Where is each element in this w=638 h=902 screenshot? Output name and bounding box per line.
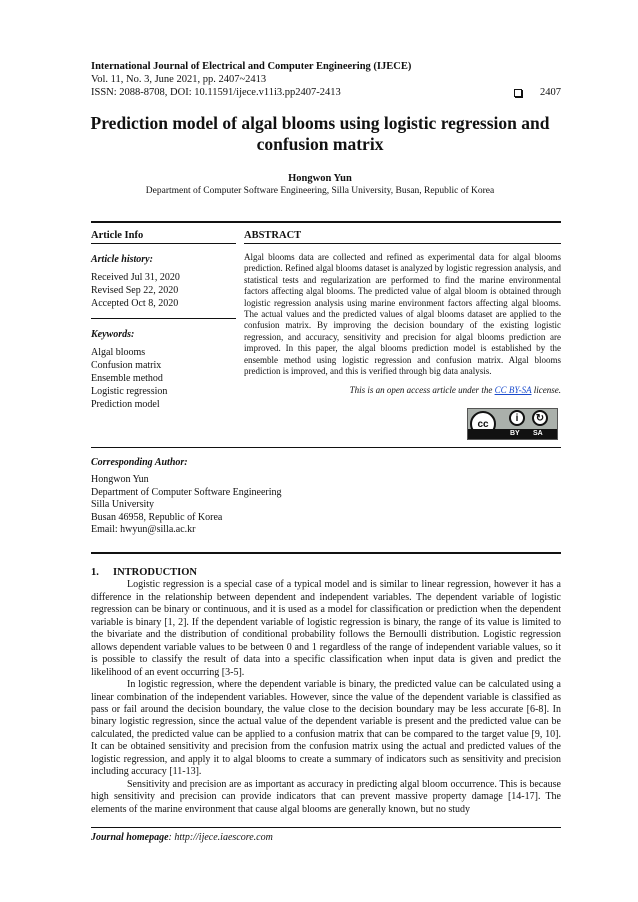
article-info-heading: Article Info [91, 230, 236, 244]
body-paragraph: In logistic regression, where the dependent variable is binary, the predicted value can be calculated using a linear combination of the independent variables. However, since the value of the dependent variable is classified as pass or fail around the decision boundary, the value close to the decision boundary may be less accurate [6-8]. In binary logistic regression, since the actual value of the dependent variable is present and the predicted value can be calculated, the predicted value can be applied to a confusion matrix that can be compared to the target value [9, 10]. It can be obtained sensitivity and precision from the confusion matrix using the actual and predicted values of the logistic regression, and apply it to algal blooms to create a summary of indicators such as sensitivity and precision including accuracy [11-13]. [91, 679, 561, 778]
paper-title: Prediction model of algal blooms using logistic regression and confusion matrix [90, 113, 550, 154]
body-paragraph: Sensitivity and precision are as important as accuracy in predicting algal bloom occurrence. This is because high sensitivity and precision can provide indicators that can prevent massive property damage [14-17]. The elements of the marine environment that cause algal blooms are generally known, but no study [91, 778, 561, 815]
keywords-heading: Keywords: [91, 329, 135, 340]
corresponding-address: Busan 46958, Republic of Korea [91, 511, 223, 523]
section-heading [91, 567, 561, 579]
cc-by-sa-badge[interactable] [467, 408, 558, 440]
divider [91, 552, 561, 554]
share-alike-icon: ↻ [532, 410, 548, 426]
keyword-item: Logistic regression [91, 386, 168, 397]
badge-sa-label: SA [533, 430, 543, 437]
abstract-section [244, 230, 561, 395]
keyword-item: Algal blooms [91, 347, 146, 358]
keyword-list [91, 346, 236, 411]
corresponding-author [91, 457, 561, 537]
homepage-label: Journal homepage [91, 832, 169, 843]
square-icon [514, 89, 522, 97]
journal-header [91, 60, 561, 99]
license-note [244, 385, 561, 395]
badge-by-label: BY [510, 430, 520, 437]
section-title: INTRODUCTION [113, 567, 198, 578]
corresponding-university: Silla University [91, 499, 155, 511]
section-number: 1. [91, 567, 99, 578]
paper-affiliation: Department of Computer Software Engineering, Silla University, Busan, Republic of Korea [145, 186, 495, 196]
keyword-item: Confusion matrix [91, 360, 162, 371]
article-info [91, 230, 236, 411]
history-received: Received Jul 31, 2020 [91, 272, 180, 283]
history-revised: Revised Sep 22, 2020 [91, 285, 179, 296]
corresponding-department: Department of Computer Software Engineering [91, 486, 282, 498]
footer-divider [91, 827, 561, 828]
corresponding-details [91, 474, 561, 537]
corresponding-name: Hongwon Yun [91, 474, 149, 485]
license-link[interactable]: CC BY-SA [494, 385, 532, 396]
keyword-item: Prediction model [91, 399, 160, 410]
journal-issn: ISSN: 2088-8708, DOI: 10.11591/ijece.v11i3.pp2407-2413 [91, 87, 341, 98]
corresponding-heading: Corresponding Author: [91, 457, 188, 468]
creative-commons-icon: cc [470, 411, 496, 437]
journal-name: International Journal of Electrical and Computer Engineering (IJECE) [91, 61, 412, 72]
paper-author: Hongwon Yun [288, 173, 352, 184]
divider [91, 447, 561, 448]
history-accepted: Accepted Oct 8, 2020 [91, 298, 179, 309]
history-heading: Article history: [91, 254, 153, 265]
abstract-text: Algal blooms data are collected and refined as experimental data for algal blooms prediction. Refined algal blooms dataset is analyzed by logistic regression analysis, and statistical tests and regularization are performed to find the marine environmental factors affecting algal blooms. The predicted value of algal bloom is obtained through logistic regression analysis using marine environment factors affecting algal blooms. The actual values and the predicted values of algal blooms dataset are applied to the confusion matrix. By improving the decision boundary of the existing logistic regression, and accuracy, sensitivity and precision for algal blooms prediction are improved. In this paper, the algal blooms prediction model is established by the ensemble method using logistic regression and confusion matrix. Algal blooms prediction is improved, and this is verified through big data analysis. [244, 252, 561, 377]
history-list [91, 271, 236, 310]
license-suffix: license. [531, 385, 561, 396]
divider [91, 221, 561, 223]
journal-homepage [91, 832, 273, 843]
corresponding-email: Email: hwyun@silla.ac.kr [91, 524, 196, 536]
journal-volume: Vol. 11, No. 3, June 2021, pp. 2407~2413 [91, 74, 267, 85]
introduction-section [91, 567, 561, 816]
keyword-item: Ensemble method [91, 373, 163, 384]
body-paragraph: Logistic regression is a special case of a typical model and is similar to linear regression, however it has a difference in the relationship between dependent and independent variables. The dependent variable of logistic regression can be binary or continuous, and it is used as a model for classification or prediction when the dependent variable is binary [1, 2]. If the dependent variable of logistic regression is binary, the range of its value is limited to the bivariate and the distribution of conditional probability follows the Bernoulli distribution. Logistic regression allows dependent variable values to be between 0 and 1 regardless of the range of independent variable values, so it is possible to classify the result of data into a specific classification when input data is given and predict the likelihood of an event occurring [3-5]. [91, 579, 561, 678]
abstract-heading: ABSTRACT [244, 230, 561, 244]
page-number: 2407 [540, 87, 561, 98]
license-prefix: This is an open access article under the [349, 385, 495, 396]
homepage-url[interactable]: : http://ijece.iaescore.com [168, 832, 273, 843]
attribution-icon: i [509, 410, 525, 426]
divider [91, 318, 236, 319]
